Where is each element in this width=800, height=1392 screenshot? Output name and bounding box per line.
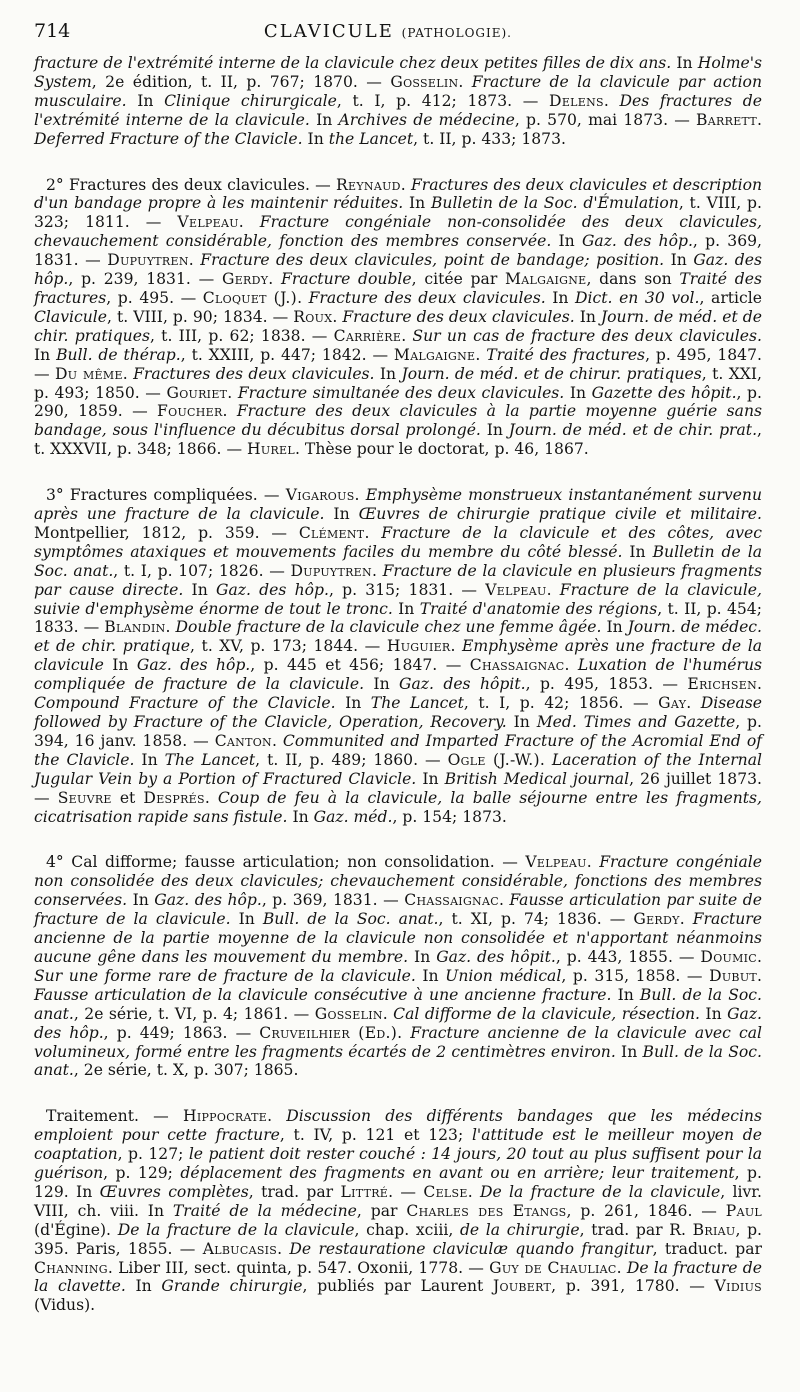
citation-text: , t. XXIII, p. 447; 1842. — <box>180 345 394 364</box>
citation-title: Traité des fractures <box>34 270 762 307</box>
citation-text: In <box>403 194 431 213</box>
citation-text: In <box>574 307 601 326</box>
citation-title: Grande chirurgie <box>161 1277 303 1296</box>
citation-title: Bulletin de la Soc. d'Émulation <box>430 194 679 213</box>
citation-text: , chap. xciii, <box>354 1220 460 1239</box>
citation-title: Compound Fracture of the Clavicle. <box>34 694 336 713</box>
citation-text: In <box>374 364 402 383</box>
citation-text: , p. 239, 1831. — <box>68 270 222 289</box>
citation-text: In <box>309 110 339 129</box>
citation-text: , t. IV, p. 121 et 123; <box>279 1126 472 1145</box>
citation-text: In <box>364 675 400 694</box>
citation-title: Communited and Imparted Fracture of the Acromial End of the Clavicle. <box>34 731 762 769</box>
citation-text: In <box>601 618 628 637</box>
citation-text: (Vidus). <box>34 1296 96 1315</box>
section-malunion <box>34 853 762 1080</box>
citation-title: Fracture ancienne de la clavicule avec cal volumineux, formé entre les fragments écartés de 2 centimètres environ. <box>34 1023 762 1061</box>
citation-text: , article <box>699 288 762 307</box>
citation-text: , p. 290, 1859. — <box>34 383 762 421</box>
citation-title: Fracture congéniale non-consolidée des deux clavicules, chevauchement considérable, fonction des membres conservée. <box>34 213 762 251</box>
citation-text: , p. 129; <box>103 1164 181 1183</box>
citation-text: , p. 445 et 456; 1847. — <box>250 656 470 675</box>
citation-text: . <box>122 364 134 383</box>
citation-title: Clinique chirurgicale <box>164 91 337 110</box>
citation-title: the Lancet <box>328 129 414 148</box>
citation-text: . <box>238 213 260 232</box>
citation-text: . <box>467 1182 480 1201</box>
citation-text: In <box>183 580 216 599</box>
citation-text: In <box>34 345 57 364</box>
author-name: Du même <box>54 364 123 383</box>
author-name: Reynaud <box>335 175 401 194</box>
author-name: Gerdy <box>221 270 269 289</box>
citation-title: le patient doit rester couché : 14 jours, 20 tout au plus suffisent pour la guérison <box>34 1145 762 1183</box>
citation-title: Fracture congéniale non consolidée des deux clavicules; chevauchement considérable, fonctions des membres conservées. <box>34 853 762 910</box>
author-name: Barrett <box>696 110 758 129</box>
citation-text: , trad. par R. <box>579 1220 693 1239</box>
section-complicated-fractures <box>34 486 762 826</box>
citation-title: Journ. de médec. et de chir. pratique <box>34 618 762 656</box>
citation-text: . <box>450 637 462 656</box>
citation-title: Fausse articulation de la clavicule consécutive à une ancienne fracture. <box>34 985 612 1004</box>
citation-text: , par <box>356 1201 407 1220</box>
citation-text: , p. 395. Paris, 1855. — <box>34 1220 763 1258</box>
author-name: Channing <box>34 1258 108 1277</box>
citation-title: Journ. de méd. et de chir. prat. <box>508 421 758 440</box>
citation-title: Emphysème après une fracture de la clavicule <box>34 637 762 675</box>
citation-text: . <box>564 656 578 675</box>
author-name: Carrière <box>333 326 402 345</box>
citation-text: (d'Égine). <box>34 1220 118 1239</box>
citation-title: de la chirurgie <box>459 1220 580 1239</box>
citation-text: , p. 449; 1863. — <box>103 1023 260 1042</box>
citation-text: , 26 juillet 1873. — <box>34 769 762 807</box>
citation-text: . Liber III, sect. quinta, p. 547. Oxonii, 1778. — <box>107 1258 490 1277</box>
author-name: Foucher <box>157 402 223 421</box>
citation-title: Fracture des deux clavicules. <box>342 307 575 326</box>
citation-text: . <box>757 947 762 966</box>
author-name: Joubert <box>492 1277 552 1296</box>
citation-text: , livr. VIII, ch. viii. In <box>34 1182 762 1220</box>
author-name: Huguier <box>386 637 451 656</box>
citation-text: . <box>686 694 701 713</box>
citation-text: , p. 129. In <box>34 1164 762 1201</box>
citation-title: Gazette des hôpit. <box>591 383 737 402</box>
author-name: Albucasis <box>202 1239 278 1258</box>
citation-text: In <box>230 910 263 929</box>
citation-text: . <box>475 345 487 364</box>
citation-text: . <box>616 1258 627 1277</box>
citation-text: , t. III, p. 62; 1838. — <box>149 326 334 345</box>
citation-text: . <box>539 750 552 769</box>
citation-text: , 2e série, t. X, p. 307; 1865. <box>73 1061 299 1080</box>
citation-text: . <box>757 966 762 985</box>
citation-title: Fracture ancienne de la partie moyenne de la clavicule non consolidée et n'apportant néanmoins aucune gêne dans les mouvement du membre. <box>34 910 762 966</box>
citation-text: . <box>277 1239 290 1258</box>
citation-text: , t. II, p. 433; 1873. <box>413 129 566 148</box>
citation-text: , t. I, p. 412; 1873. — <box>336 91 550 110</box>
citation-title: Clavicule <box>34 307 108 326</box>
citation-title: Gaz. méd. <box>313 807 393 826</box>
author-name: Paul <box>725 1201 762 1220</box>
citation-title: Fracture de la clavicule en plusieurs fragments par cause directe. <box>34 561 763 599</box>
citation-text: , t. I, p. 42; 1856. — <box>463 694 659 713</box>
citation-text: , trad. par <box>248 1182 341 1201</box>
citation-text: In <box>392 599 420 618</box>
citation-text: , p. 127; <box>117 1145 189 1164</box>
citation-title: De la fracture de la clavicule <box>117 1220 355 1239</box>
citation-text: , traduct. par <box>652 1239 762 1258</box>
author-name: Després <box>143 788 205 807</box>
citation-text: In <box>126 91 165 110</box>
citation-title: fracture de l'extrémité interne de la clavicule chez deux petites filles de dix ans. <box>34 54 672 72</box>
citation-title: Fractures des deux clavicules. <box>133 364 375 383</box>
citation-text: In <box>127 891 155 910</box>
citation-title: Dict. en 30 vol. <box>575 288 700 307</box>
citation-title: Emphysème monstrueux instantanément survenu après une fracture de la clavicule. <box>34 486 762 524</box>
citation-text: . <box>586 853 600 872</box>
running-title-main: CLAVICULE <box>263 21 394 42</box>
citation-title: Cal difforme de la clavicule, résection. <box>393 1004 700 1023</box>
citation-text: , t. VIII, p. 323; 1811. — <box>34 194 762 232</box>
citation-text: , t. II, p. 454; 1833. — <box>34 599 762 637</box>
citation-text: In <box>564 383 592 402</box>
citation-text: . <box>757 110 762 129</box>
section-treatment <box>34 1107 762 1315</box>
running-title-paren: (PATHOLOGIE). <box>401 26 512 40</box>
author-name: Malgaigne <box>393 345 476 364</box>
citation-title: Traité d'anatomie des régions <box>419 599 658 618</box>
citation-text: . <box>332 307 343 326</box>
citation-text: . <box>546 580 560 599</box>
citation-text: . Thèse pour le doctorat, p. 46, 1867. <box>295 440 589 459</box>
author-name: Ogle (J.-W.) <box>447 750 540 769</box>
citation-text: . <box>498 891 510 910</box>
author-name: Erichsen <box>687 675 758 694</box>
citation-title: Archives de médecine <box>338 110 515 129</box>
citation-title: Journ. de méd. et de chirur. pratiques <box>401 364 702 383</box>
citation-text: In <box>611 985 640 1004</box>
citation-text: , t. XXI, p. 493; 1850. — <box>34 364 763 402</box>
author-name: Hippocrate <box>182 1107 268 1126</box>
author-name: Gouriet <box>166 383 228 402</box>
citation-title: Fracture de la clavicule et des côtes, avec symptômes ataxiques et mouvements faciles du membre du côté blessé. <box>34 523 762 561</box>
citation-title: Fractures des deux clavicules et description d'un bandage propre à les maintenir réduites. <box>34 175 762 213</box>
citation-text: , p. 495. — <box>106 288 203 307</box>
citation-text: . <box>222 402 237 421</box>
citation-text: . <box>188 251 201 270</box>
author-name: Dupuytren <box>290 561 372 580</box>
citation-text: , t. XV, p. 173; 1844. — <box>190 637 387 656</box>
citation-title: Bull. de thérap. <box>56 345 181 364</box>
running-title <box>264 21 512 42</box>
citation-title: Bull. de la Soc. anat. <box>34 1042 763 1080</box>
citation-text: In <box>615 1042 643 1061</box>
citation-title: The Lancet <box>164 750 256 769</box>
citation-title: British Medical journal <box>444 769 630 788</box>
citation-title: Des fractures de l'extrémité interne de la clavicule. <box>34 91 763 129</box>
citation-text: , citée par <box>411 270 506 289</box>
citation-text: . <box>204 788 218 807</box>
citation-title: Fracture des deux clavicules, point de bandage; position. <box>200 251 665 270</box>
citation-text: . <box>364 523 382 542</box>
citation-title: Gaz. des hôp. <box>34 251 762 289</box>
citation-title: Traité de la médecine <box>172 1201 357 1220</box>
author-name: Hurel <box>247 440 295 459</box>
citation-text: In <box>103 656 137 675</box>
author-name: Seuvre <box>57 788 112 807</box>
citation-text: , p. 315, 1858. — <box>561 966 710 985</box>
section-double-fractures <box>34 176 762 460</box>
author-name: Chassaignac <box>469 656 565 675</box>
citation-title: Med. Times and Gazette <box>536 713 736 731</box>
citation-text: In <box>415 966 446 985</box>
citation-title: Gaz. des hôp. <box>34 1004 762 1042</box>
citation-text: . <box>757 675 762 694</box>
citation-text: , publiés par Laurent <box>302 1277 493 1296</box>
citation-text: In <box>335 694 371 713</box>
citation-title: Fracture simultanée des deux clavicules. <box>237 383 565 402</box>
citation-title: Fracture de la clavicule, suivie d'emphysème énorme de tout le tronc. <box>34 580 762 618</box>
citation-title: Fracture double <box>281 270 412 289</box>
citation-text: . <box>603 91 620 110</box>
author-name: Vigarous <box>285 486 355 505</box>
author-name: Delens <box>549 91 604 110</box>
author-name: Gosselin <box>390 72 459 91</box>
author-name: Charles des Etangs <box>406 1201 567 1220</box>
citation-title: l'attitude est le meilleur moyen de coaptation <box>34 1126 763 1164</box>
citation-text: , t. VIII, p. 90; 1834. — <box>107 307 294 326</box>
citation-text: In <box>134 750 165 769</box>
citation-title: Double fracture de la clavicule chez une femme âgée. <box>175 618 602 637</box>
author-name: Guy de Chauliac <box>489 1258 617 1277</box>
author-name: Dubut <box>709 966 758 985</box>
citation-title: The Lancet <box>370 694 464 713</box>
author-name: Gerdy <box>633 910 680 929</box>
citation-text: et <box>111 788 144 807</box>
citation-text: In <box>671 54 698 72</box>
citation-text: , t. II, p. 489; 1860. — <box>255 750 448 769</box>
citation-text: , 2e édition, t. II, p. 767; 1870. — <box>91 72 391 91</box>
author-name: Blandin <box>104 618 166 637</box>
citation-title: Laceration of the Internal Jugular Vein by a Portion of Fractured Clavicle. <box>34 750 762 788</box>
citation-text: . <box>354 486 366 505</box>
citation-text: In <box>480 421 509 440</box>
author-name: Cloquet (J.) <box>202 288 298 307</box>
author-name: Cruveilhier (Ed.) <box>259 1023 398 1042</box>
citation-title: Gaz. des hôp. <box>215 580 329 599</box>
citation-text: , p. 495, 1853. — <box>525 675 688 694</box>
citation-title: Luxation de l'humérus compliquée de fracture de la clavicule. <box>34 656 762 694</box>
citation-text: , p. 315; 1831. — <box>328 580 486 599</box>
citation-text: . <box>401 326 413 345</box>
citation-text: . <box>400 175 411 194</box>
citation-title: Gaz. des hôpit. <box>436 947 556 966</box>
author-name: Briau <box>692 1220 736 1239</box>
citation-text: , p. 443, 1855. — <box>555 947 701 966</box>
citation-text: , p. 261, 1846. — <box>566 1201 726 1220</box>
citation-title: Gaz. des hôp. <box>136 656 251 675</box>
citation-text: , t. I, p. 107; 1826. — <box>113 561 291 580</box>
citation-text: In <box>125 1277 162 1296</box>
author-name: Roux <box>293 307 333 326</box>
citation-title: Gaz. des hôpit. <box>399 675 526 694</box>
citation-title: Coup de feu à la clavicule, la balle séjourne entre les fragments, cicatrisation rapide sans fistule. <box>34 788 762 826</box>
author-name: Velpeau <box>525 853 587 872</box>
citation-text: Montpellier, 1812, p. 359. — <box>34 523 299 542</box>
citation-title: Œuvres de chirurgie pratique civile et militaire. <box>358 505 762 524</box>
author-name: Littré <box>340 1182 389 1201</box>
citation-text: , p. 391, 1780. — <box>551 1277 715 1296</box>
citation-text: In <box>287 807 314 826</box>
author-name: Dupuytren <box>107 251 189 270</box>
citation-text: In <box>324 505 359 524</box>
citation-text: , p. 570, mai 1873. — <box>514 110 697 129</box>
citation-title: déplacement des fragments en avant ou en arrière; leur traitement <box>180 1164 735 1183</box>
section-heading: 3° Fractures compliquées. — <box>46 486 286 505</box>
author-name: Canton <box>214 731 272 750</box>
citation-text: In <box>416 769 445 788</box>
author-name: Chassaignac <box>404 891 499 910</box>
citation-title: Œuvres complètes <box>99 1182 249 1201</box>
author-name: Malgaigne <box>505 270 587 289</box>
citation-title: Traité des fractures <box>486 345 646 364</box>
citation-text: . <box>165 618 176 637</box>
citation-text: In <box>664 251 694 270</box>
citation-title: Sur une forme rare de fracture de la clavicule. <box>34 966 416 985</box>
section-heading: 4° Cal difforme; fausse articulation; non consolidation. — <box>46 853 526 872</box>
citation-text: . <box>397 1023 411 1042</box>
citation-title: Union médical <box>445 966 562 985</box>
author-name: Vidius <box>714 1277 762 1296</box>
citation-text: , t. XXXVII, p. 348; 1866. — <box>34 421 763 459</box>
citation-title: De la fracture de la clavette. <box>34 1258 762 1296</box>
author-name: Velpeau <box>177 213 239 232</box>
citation-title: Fracture de la clavicule par action musculaire. <box>34 72 762 110</box>
author-name: Velpeau <box>485 580 547 599</box>
author-name: Celse <box>423 1182 468 1201</box>
citation-text: , 2e série, t. VI, p. 4; 1861. — <box>73 1004 315 1023</box>
author-name: Gay <box>658 694 687 713</box>
citation-title: Journ. de méd. et de chir. pratiques <box>34 307 762 345</box>
citation-text: . <box>297 288 309 307</box>
citation-title: Gaz. des hôp. <box>154 891 262 910</box>
citation-title: Disease followed by Fracture of the Clavicle, Operation, Recovery. <box>34 694 762 731</box>
citation-text: . <box>268 270 281 289</box>
citation-text: . <box>382 1004 394 1023</box>
citation-title: Discussion des différents bandages que les médecins emploient pour cette fracture <box>34 1107 762 1145</box>
citation-title: Bull. de la Soc. anat. <box>262 910 439 929</box>
citation-title: Holme's System <box>34 54 762 91</box>
citation-text: In <box>545 288 576 307</box>
section-heading: Traitement. — <box>46 1107 183 1126</box>
citation-text: . <box>227 383 238 402</box>
running-header <box>34 20 762 54</box>
citation-title: Bulletin de la Soc. anat. <box>34 542 762 580</box>
citation-text: , p. 154; 1873. <box>392 807 507 826</box>
author-name: Gosselin <box>314 1004 383 1023</box>
citation-text: . <box>679 910 693 929</box>
citation-text: In <box>506 713 537 731</box>
block-continued-fractures <box>34 54 762 149</box>
author-name: Doumic <box>700 947 758 966</box>
citation-title: Sur un cas de fracture des deux clavicules. <box>412 326 762 345</box>
section-heading: 2° Fractures des deux clavicules. — <box>46 175 336 194</box>
citation-text: , t. XI, p. 74; 1836. — <box>438 910 634 929</box>
citation-text: . <box>371 561 383 580</box>
citation-text: In <box>302 129 329 148</box>
author-name: Clément <box>298 523 365 542</box>
citation-title: Fracture des deux clavicules. <box>308 288 546 307</box>
citation-title: De la fracture de la clavicule <box>480 1182 721 1201</box>
citation-title: Fausse articulation par suite de fracture de la clavicule. <box>34 891 762 929</box>
citation-text: In <box>699 1004 728 1023</box>
citation-text: . <box>271 731 283 750</box>
citation-text: In <box>408 947 437 966</box>
citation-title: Gaz. des hôp. <box>581 232 693 251</box>
citation-text: , p. 394, 16 janv. 1858. — <box>34 713 762 750</box>
citation-title: Deferred Fracture of the Clavicle. <box>34 129 303 148</box>
citation-text: . <box>458 72 472 91</box>
citation-text: , p. 369, 1831. — <box>34 232 762 270</box>
page-number: 714 <box>34 20 71 42</box>
citation-text: In <box>551 232 582 251</box>
citation-text: , dans son <box>586 270 680 289</box>
citation-text: , p. 369, 1831. — <box>261 891 405 910</box>
citation-text: . — <box>388 1182 424 1201</box>
citation-text: , p. 495, 1847. — <box>34 345 762 383</box>
citation-title: Bull. de la Soc. anat. <box>34 985 762 1023</box>
citation-text: . <box>267 1107 287 1126</box>
citation-text: In <box>622 542 653 561</box>
citation-title: De restauratione claviculæ quando frangitur <box>289 1239 653 1258</box>
citation-title: Fracture des deux clavicules à la partie moyenne guérie sans bandage, sous l'influence du décubitus dorsal prolongé. <box>34 402 762 440</box>
